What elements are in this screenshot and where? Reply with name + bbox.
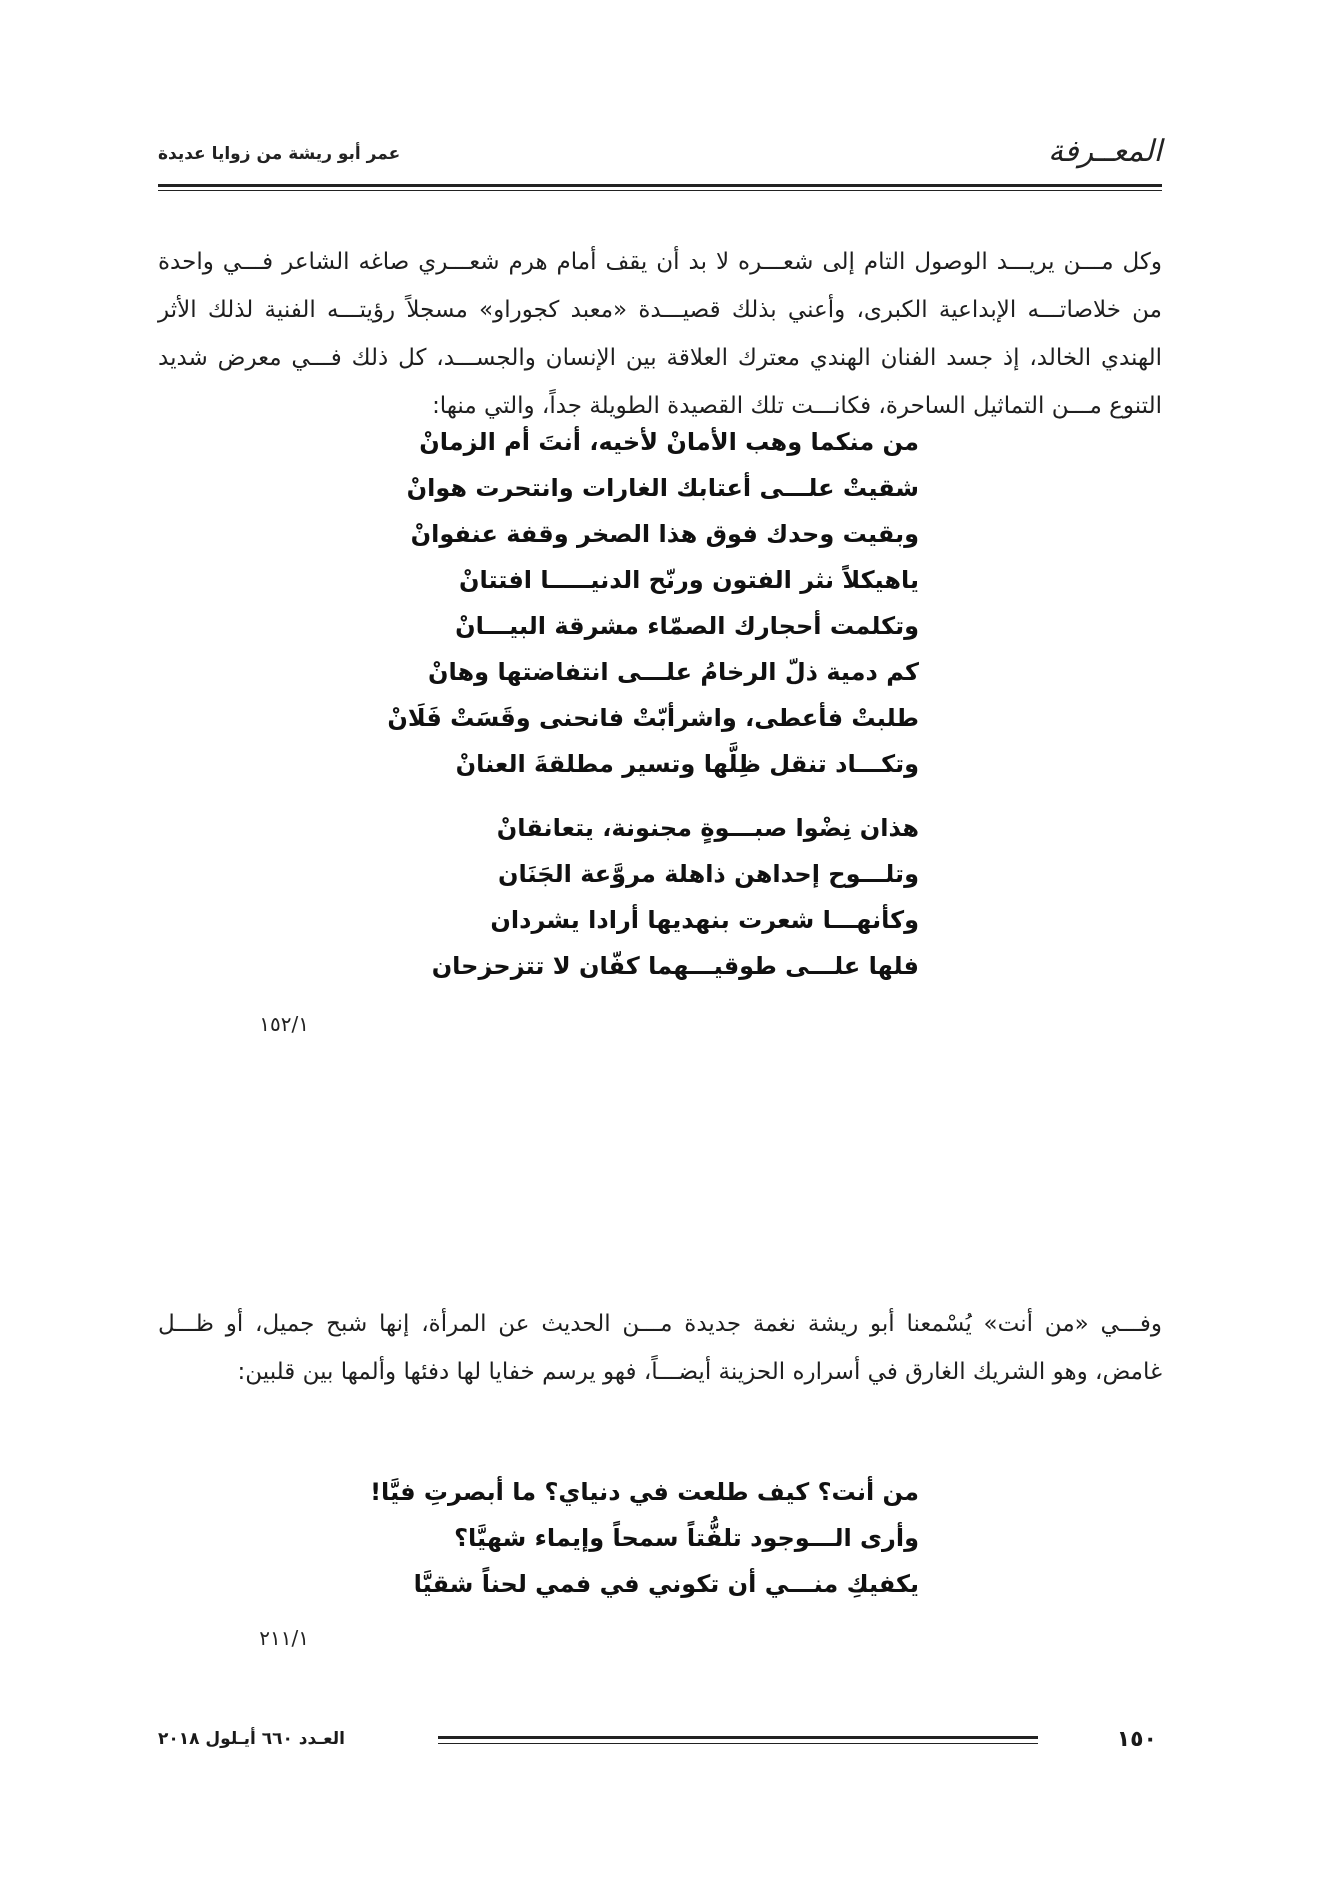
header-rule: [158, 184, 1162, 187]
poem-1-verse: وتلـــوح إحداهن ذاهلة مروَّعة الجَنَان: [498, 860, 919, 888]
poem-2-verse: يكفيكِ منـــي أن تكوني في فمي لحناً شقيَّا: [413, 1570, 919, 1598]
poem-1-verse: طلبتْ فأعطى، واشرأبّتْ فانحنى وقَسَتْ فَلَانْ: [387, 704, 919, 732]
footer-rule-thin: [438, 1743, 1038, 1744]
page-header: [158, 126, 1162, 182]
journal-logo: المعــرفة: [1048, 134, 1162, 169]
poem-1-verse: وبقيت وحدك فوق هذا الصخر وقفة عنفوانْ: [410, 520, 919, 548]
poem-1-verse: كم دمية ذلّ الرخامُ علـــى انتفاضتها وهانْ: [428, 658, 919, 686]
poem-2-verse: وأرى الـــوجود تلفُّتاً سمحاً وإيماء شهيَّا؟: [454, 1524, 919, 1552]
reference-1: ١٥٢/١: [259, 1012, 309, 1036]
issue-info: العـدد ٦٦٠ أيـلول ٢٠١٨: [158, 1729, 345, 1749]
poem-1-verse: وكأنهـــا شعرت بنهديها أرادا يشردان: [490, 906, 919, 934]
poem-1-verse: شقيتْ علـــى أعتابك الغارات وانتحرت هوانْ: [406, 474, 919, 502]
poem-1-verse: من منكما وهب الأمانْ لأخيه، أنتَ أم الزمانْ: [419, 428, 919, 456]
poem-1-verse: وتكـــاد تنقل ظِلَّها وتسير مطلقةَ العنانْ: [455, 750, 919, 778]
poem-2-verse: من أنت؟ كيف طلعت في دنياي؟ ما أبصرتِ فيَّا!: [370, 1478, 919, 1506]
footer-rule: [438, 1736, 1038, 1739]
poem-1-verse: فلها علـــى طوقيـــهما كفّان لا تتزحزحان: [431, 952, 919, 980]
page-number: ١٥٠: [1116, 1727, 1157, 1752]
reference-2: ٢١١/١: [259, 1626, 309, 1650]
body-paragraph-1: وكل مـــن يريـــد الوصول التام إلى شعـــره لا بد أن يقف أمام هرم شعـــري صاغه الشاعر فـــي واحدة من خلاصاتـــه الإبداعية الكبرى، وأعني بذلك قصيـــدة «معبد كجوراو» مسجلاً رؤيتـــه الفنية لذلك الأثر الهندي الخالد، إذ جسد الفنان الهندي معترك العلاقة بين الإنسان والجســـد، كل ذلك فـــي معرض شديد التنوع مـــن التماثيل الساحرة، فكانـــت تلك القصيدة الطويلة جداً، والتي منها:: [158, 249, 1162, 419]
poem-1-verse: ياهيكلاً نثر الفتون ورنّح الدنيـــــا افتتانْ: [458, 566, 919, 594]
running-article-title: عمر أبو ريشة من زوايا عديدة: [158, 144, 401, 164]
poem-1-verse: وتكلمت أحجارك الصمّاء مشرقة البيـــانْ: [455, 612, 919, 640]
poem-1-verse: هذان نِضْوا صبـــوةٍ مجنونة، يتعانقانْ: [496, 814, 919, 842]
header-rule-thin: [158, 190, 1162, 191]
body-paragraph-2: وفـــي «من أنت» يُسْمعنا أبو ريشة نغمة جديدة مـــن الحديث عن المرأة، إنها شبح جميل، أو ظـــل غامض، وهو الشريك الغارق في أسراره الحزينة أيضـــاً، فهو يرسم خفايا لها دفئها وألمها بين قلبين:: [158, 1311, 1162, 1385]
